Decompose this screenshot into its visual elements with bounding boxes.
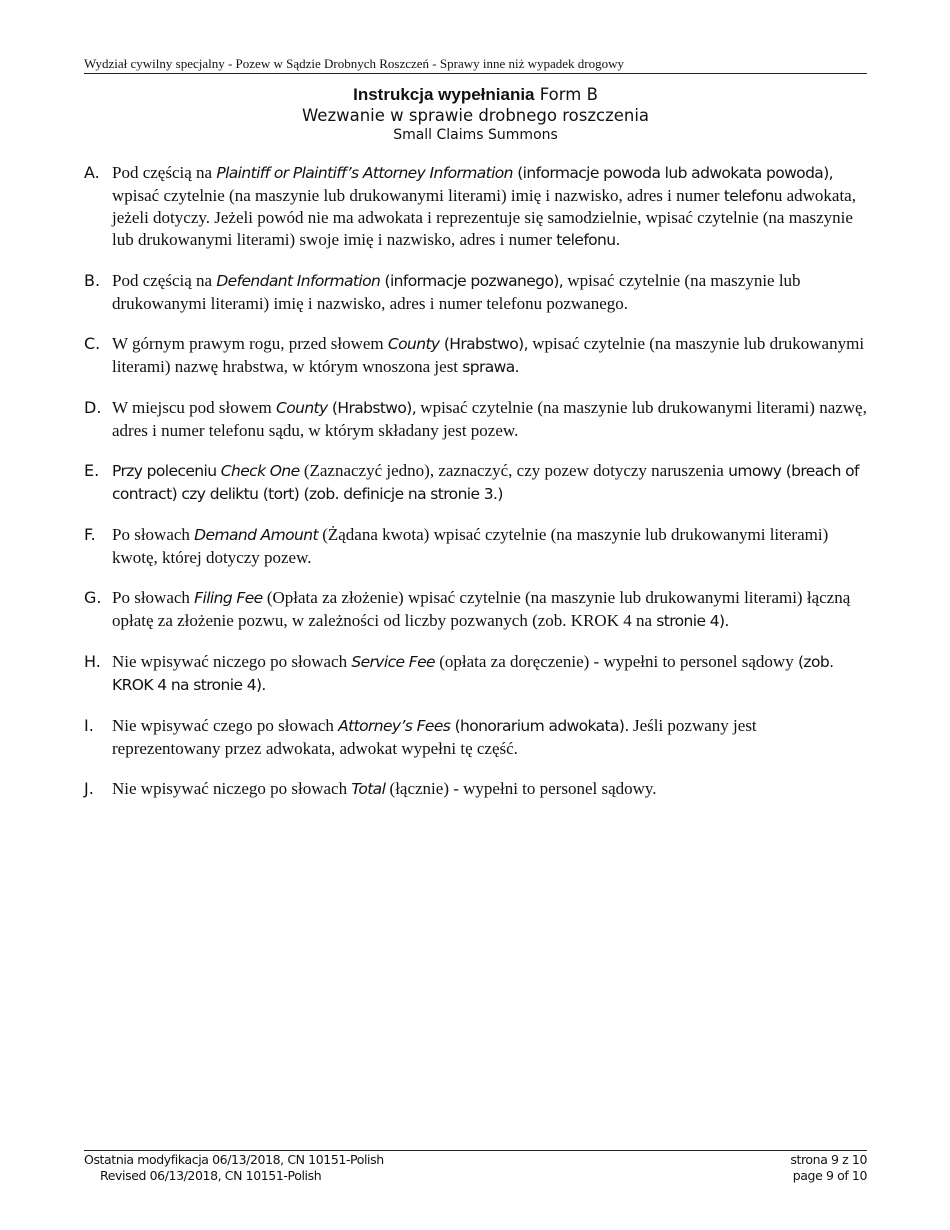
footer-revision-english: Revised 06/13/2018, CN 10151-Polish — [100, 1168, 322, 1183]
instruction-text: (łącznie) - wypełni to personel sądowy. — [385, 779, 657, 798]
document-title — [84, 84, 867, 144]
instruction-text: (Opłata za złożenie) wpisać czytelnie (na maszynie lub drukowanymi literami) łączną opłatę za złożenie pozwu, w zależności od liczby pozwanych (zob. KROK 4 na — [112, 588, 851, 630]
running-header: Wydział cywilny specjalny - Pozew w Sądzie Drobnych Roszczeń - Sprawy inne niż wypadek drogowy — [84, 56, 625, 71]
instruction-text: (informacje pozwanego), — [380, 272, 564, 290]
form-field-name: Plaintiff or Plaintiff’s Attorney Information — [216, 164, 513, 182]
instruction-text: sprawa. — [462, 357, 519, 376]
instruction-text: W górnym prawym rogu, przed słowem — [112, 334, 388, 353]
instruction-marker: B. — [84, 271, 101, 290]
instruction-text: (Zaznaczyć jedno), zaznaczyć, czy pozew dotyczy naruszenia — [299, 461, 729, 480]
form-field-name: Attorney’s Fees — [338, 717, 451, 735]
instruction-text: umowy (breach of contract) czy deliktu (tort) (zob. definicje na stronie 3.) — [112, 462, 859, 503]
instruction-text: Po słowach — [112, 588, 195, 607]
instruction-marker: C. — [84, 334, 101, 353]
instruction-text: (zob. KROK 4 na stronie 4). — [112, 653, 834, 694]
instruction-text: Nie wpisywać niczego po słowach — [112, 779, 352, 798]
instruction-text: (informacje powoda lub adwokata powoda), — [512, 164, 833, 182]
title-line-2: Wezwanie w sprawie drobnego roszczenia — [301, 106, 650, 125]
instruction-marker: J. — [84, 779, 94, 798]
instruction-text: Nie wpisywać czego po słowach — [112, 716, 339, 735]
instruction-item — [84, 460, 867, 505]
instruction-item — [84, 778, 867, 801]
instruction-marker: F. — [84, 525, 96, 544]
instruction-text: wpisać czytelnie (na maszynie lub drukowanymi literami) imię i nazwisko, adres i numer — [112, 185, 724, 205]
instruction-text: (honorarium adwokata). — [450, 717, 629, 735]
form-field-name: County — [276, 399, 328, 417]
form-field-name: Service Fee — [351, 653, 435, 671]
instruction-text: Nie wpisywać niczego po słowach — [112, 652, 352, 671]
instruction-text: u adwokata, jeżeli dotyczy. Jeżeli powód nie ma adwokata i reprezentuje się samodzielnie, wpisać czytelnie (na maszynie lub drukowanymi literami) swoje imię i nazwisko, adres i numer — [112, 185, 856, 249]
instruction-text: Jeśli pozwany jest reprezentowany przez adwokata, adwokat wypełni tę część. — [112, 716, 757, 758]
title-line-1 — [84, 84, 867, 105]
instruction-text: Przy poleceniu — [112, 462, 221, 480]
instruction-marker: D. — [84, 398, 102, 417]
instruction-text: (Żądana kwota) wpisać czytelnie (na maszynie lub drukowanymi literami) kwotę, której dotyczy pozew. — [112, 525, 829, 567]
instruction-item — [84, 397, 867, 441]
footer-page-english: page 9 of 10 — [792, 1168, 867, 1183]
instruction-marker: A. — [84, 163, 100, 182]
instruction-text: Pod częścią na — [112, 271, 217, 290]
title-line-3: Small Claims Summons — [393, 127, 558, 143]
instruction-item — [84, 651, 867, 696]
instruction-text: wpisać czytelnie (na maszynie lub drukowanymi literami) nazwę, adres i numer telefonu sądu, w którym składany jest pozew. — [112, 398, 867, 440]
header-divider — [84, 73, 867, 74]
instruction-item — [84, 270, 867, 314]
instruction-text: telefonu. — [556, 230, 620, 249]
footer-revision — [84, 1152, 384, 1184]
instruction-text: telefon — [723, 186, 774, 205]
footer-page-polish: strona 9 z 10 — [790, 1152, 867, 1167]
instruction-item — [84, 715, 867, 759]
instruction-text: (opłata za doręczenie) - wypełni to personel sądowy — [434, 652, 798, 671]
footer-page-number — [790, 1152, 867, 1184]
instruction-marker: E. — [84, 461, 100, 480]
instruction-text: wpisać czytelnie (na maszynie lub drukowanymi literami) imię i nazwisko, adres i numer telefonu pozwanego. — [112, 271, 801, 313]
instruction-text: wpisać czytelnie (na maszynie lub drukowanymi literami) nazwę hrabstwa, w którym wnoszona jest — [112, 334, 865, 376]
instructions-list — [84, 162, 867, 820]
instruction-text: Pod częścią na — [112, 163, 217, 182]
instruction-marker: I. — [84, 716, 94, 735]
instruction-text: (Hrabstwo), — [439, 335, 528, 353]
title-bold-part: Instrukcja wypełniania — [353, 85, 535, 104]
form-field-name: Defendant Information — [216, 272, 381, 290]
instruction-marker: G. — [84, 588, 102, 607]
instruction-item — [84, 333, 867, 378]
title-form-part: Form B — [534, 85, 598, 104]
instruction-item — [84, 524, 867, 568]
instruction-text: W miejscu pod słowem — [112, 398, 276, 417]
instruction-marker: H. — [84, 652, 101, 671]
footer-revision-polish: Ostatnia modyfikacja 06/13/2018, CN 10151-Polish — [84, 1152, 384, 1167]
instruction-item — [84, 162, 867, 251]
instruction-item — [84, 587, 867, 632]
footer-divider — [84, 1150, 867, 1151]
instruction-text: stronie 4). — [656, 611, 729, 630]
form-field-name: Demand Amount — [194, 526, 318, 544]
form-field-name: Check One — [220, 462, 300, 480]
form-field-name: County — [387, 335, 440, 353]
instruction-text: (Hrabstwo), — [327, 399, 417, 417]
form-field-name: Filing Fee — [194, 589, 263, 607]
instruction-text: Po słowach — [112, 525, 195, 544]
form-field-name: Total — [351, 780, 386, 798]
